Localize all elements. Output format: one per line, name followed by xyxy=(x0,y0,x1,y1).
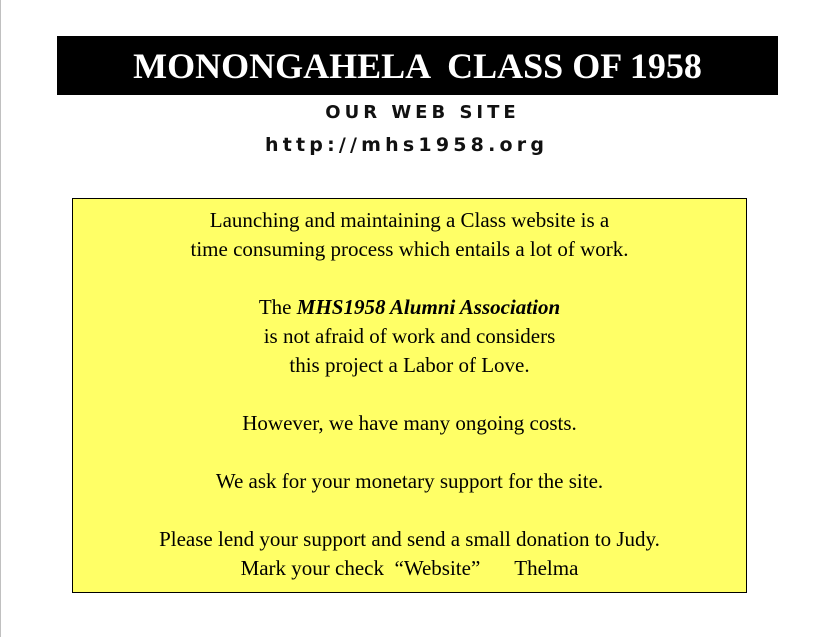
signature: Thelma xyxy=(514,556,579,580)
page-title: MONONGAHELA CLASS OF 1958 xyxy=(133,45,702,86)
notice-text: The xyxy=(258,295,297,319)
notice-line: We ask for your monetary support for the site. xyxy=(215,469,604,493)
notice-line xyxy=(73,554,746,583)
notice-line: is not afraid of work and considers xyxy=(263,324,556,348)
paragraph-spacer xyxy=(73,264,746,293)
association-name: MHS1958 Alumni Association xyxy=(296,295,561,319)
notice-line: time consuming process which entails a lot of work. xyxy=(190,237,629,261)
donation-notice-box xyxy=(72,198,747,593)
paragraph-spacer xyxy=(73,438,746,467)
page-subtitle: OUR WEB SITE xyxy=(325,102,520,123)
website-url: http://mhs1958.org xyxy=(265,134,549,156)
paragraph-spacer xyxy=(73,380,746,409)
notice-line: this project a Labor of Love. xyxy=(289,353,530,377)
paragraph-spacer xyxy=(73,496,746,525)
notice-line: However, we have many ongoing costs. xyxy=(242,411,577,435)
notice-line: Launching and maintaining a Class website is a xyxy=(209,208,610,232)
check-instruction: Mark your check “Website” xyxy=(240,556,481,580)
notice-line: Please lend your support and send a small donation to Judy. xyxy=(159,527,660,551)
title-banner xyxy=(57,36,778,95)
page-left-border xyxy=(0,0,1,637)
notice-line xyxy=(73,293,746,322)
